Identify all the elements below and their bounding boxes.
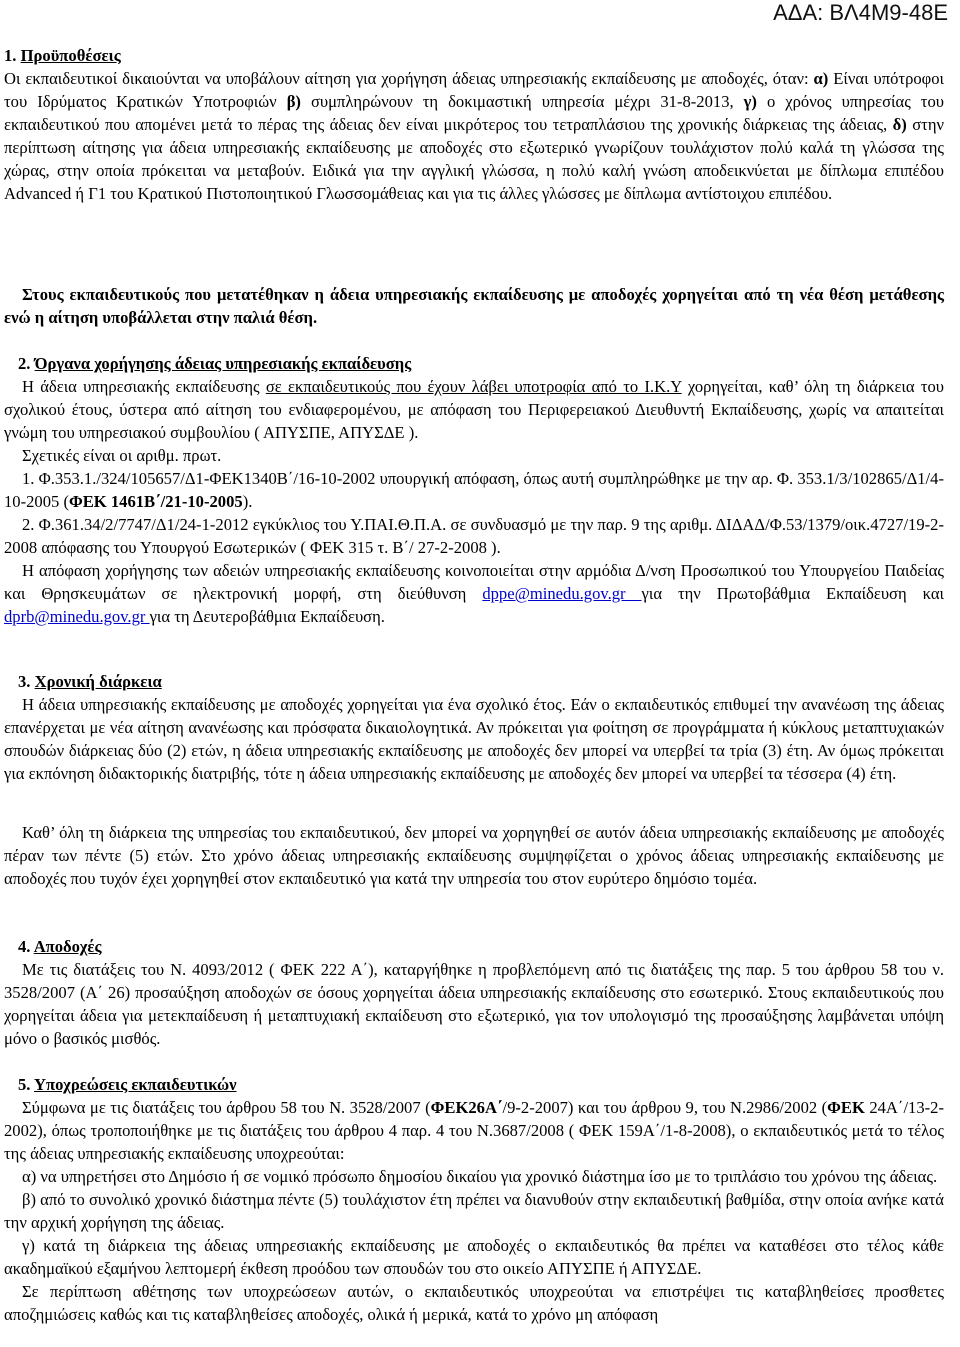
section-5 [4, 1073, 944, 1326]
section-4-title: Αποδοχές [33, 937, 102, 956]
section-1-heading [4, 44, 944, 67]
section-2-number: 2. [18, 354, 31, 373]
obligation-b: β) από το συνολικό χρονικό διάστημα πέντε (5) τουλάχιστον έτη πρέπει να διανυθούν στην εκπαιδευτική βαθμίδα, στην οποία ανήκε κατά την αρχική χορήγηση της άδειας. [4, 1190, 944, 1232]
section-5-paragraph-1 [4, 1096, 944, 1165]
section-1 [4, 44, 944, 205]
section-5-number: 5. [18, 1075, 31, 1094]
text-run: /9-2-2007) και του άρθρου 9, του Ν.2986/2002 ( [502, 1098, 828, 1117]
obligation-a: α) να υπηρετήσει στο Δημόσιο ή σε νομικό πρόσωπο δημοσίου δικαίου για χρονικό διάστημα ίσο με το τριπλάσιο του χρόνου της άδειας. [22, 1167, 938, 1186]
email-link-dppe[interactable]: dppe@minedu.gov.gr [482, 584, 642, 603]
text-run: 24Α΄/13-2-2002), όπως τροποποιήθηκε με τις διατάξεις του άρθρου 4 παρ. 4 του Ν.3687/2008 ( ΦΕΚ 159Α΄/1-8-2008), ο εκπαιδευτικός μετά το τέλος της άδειας υπηρεσιακής εκπαίδευσης υποχρεούται: [4, 1098, 944, 1163]
section-2 [4, 352, 944, 628]
text-run: συμπληρώνουν τη δοκιμαστική υπηρεσία μέχρι 31-8-2013, [300, 92, 744, 111]
bold-run: β) [286, 92, 301, 111]
text-run: Οι εκπαιδευτικοί δικαιούνται να υποβάλουν αίτηση για χορήγηση άδειας υπηρεσιακής εκπαίδευσης με αποδοχές, όταν: [4, 69, 814, 88]
underlined-run: σε εκπαιδευτικούς που έχουν λάβει υποτροφία από το Ι.Κ.Υ [265, 377, 682, 396]
text-run: Είναι υπότροφοι του Ιδρύματος Κρατικών Υποτροφιών [4, 69, 944, 111]
text-run: 1. Φ.353.1./324/105657/Δ1-ΦΕΚ1340Β΄/16-10-2002 υπουργική απόφαση, όπως αυτή συμπληρώθηκε με την αρ. Φ. 353.1/3/102865/Δ1/4-10-2005 ( [4, 469, 944, 511]
section-1-paragraph-2: Στους εκπαιδευτικούς που μετατέθηκαν η άδεια υπηρεσιακής εκπαίδευσης με αποδοχές χορηγείται από τη νέα θέση μετάθεσης ενώ η αίτηση υποβάλλεται στην παλιά θέση. [4, 285, 944, 327]
bold-run: α) [813, 69, 829, 88]
section-2-paragraph-2: Σχετικές είναι οι αριθμ. πρωτ. [22, 446, 222, 465]
section-1-title: Προϋποθέσεις [20, 46, 121, 65]
section-5-title: Υποχρεώσεις εκπαιδευτικών [34, 1075, 237, 1094]
text-run: Η άδεια υπηρεσιακής εκπαίδευσης [22, 377, 266, 396]
text-run: Σύμφωνα με τις διατάξεις του άρθρου 58 του Ν. 3528/2007 ( [22, 1098, 431, 1117]
section-3-paragraph-2: Καθ’ όλη τη διάρκεια της υπηρεσίας του εκπαιδευτικού, δεν μπορεί να χορηγηθεί σε αυτόν άδεια υπηρεσιακής εκπαίδευσης με αποδοχές πέραν των πέντε (5) ετών. Στο χρόνο άδειας υπηρεσιακής εκπαίδευσης συμψηφίζεται ο χρόνος άδειας υπηρεσιακής εκπαίδευσης με αποδοχές που τυχόν έχει χορηγηθεί στον εκπαιδευτικό για κατά την υπηρεσία του στον ευρύτερο δημόσιο τομέα. [4, 823, 944, 888]
bold-run: ΦΕΚ26Α΄ [430, 1098, 503, 1117]
text-run: για την Πρωτοβάθμια Εκπαίδευση και [641, 584, 944, 603]
bold-run: γ) [743, 92, 757, 111]
email-link-dprb[interactable]: dprb@minedu.gov.gr [4, 607, 150, 626]
text-run: στην περίπτωση αίτησης για άδεια υπηρεσιακής εκπαίδευσης με αποδοχές στο εξωτερικό γνωρίζουν τουλάχιστον πολύ καλά τη γλώσσα της χώρας, στην οποία πρόκειται να μεταβούν. Ειδικά για την αγγλική γλώσσα, η πολύ καλή γνώση αποδεικνύεται με δίπλωμα επιπέδου Advanced ή Γ1 του Κρατικού Πιστοποιητικού Γλωσσομάθειας και για τις άλλες γλώσσες με δίπλωμα αντίστοιχου επιπέδου. [4, 115, 944, 203]
bold-run: δ) [892, 115, 907, 134]
section-2-paragraph-3 [4, 559, 944, 628]
bold-run: ΦΕΚ [827, 1098, 865, 1117]
bold-run: ΦΕΚ 1461Β΄/21-10-2005 [68, 492, 243, 511]
text-run: για τη Δευτεροβάθμια Εκπαίδευση. [149, 607, 385, 626]
text-run: ο χρόνος υπηρεσίας του εκπαιδευτικού που απομένει μετά το πέρας της άδειας δεν είναι μικρότερος του τετραπλάσιου της χρονικής διάρκειας της άδειας, [4, 92, 944, 134]
section-4-heading [4, 935, 944, 958]
obligation-c: γ) κατά τη διάρκεια της άδειας υπηρεσιακής εκπαίδευσης με αποδοχές ο εκπαιδευτικός θα πρέπει να καταθέσει στο τέλος κάθε ακαδημαϊκού εξαμήνου λεπτομερή έκθεση προόδου των σπουδών του στο οικείο ΑΠΥΣΠΕ ή ΑΠΥΣΔΕ. [4, 1236, 944, 1278]
obligation-breach-paragraph: Σε περίπτωση αθέτησης των υποχρεώσεων αυτών, ο εκπαιδευτικός υποχρεούται να επιστρέψει τις καταβληθείσες προσθετες αποζημιώσεις καθώς και τις καταβληθείσες αποδοχές, ολικά ή μερικά, κατά το χρόνο μη απόφαση [4, 1282, 944, 1324]
section-2-heading [4, 352, 944, 375]
section-4-number: 4. [18, 937, 31, 956]
text-run: ). [242, 492, 253, 511]
section-3-heading [4, 670, 944, 693]
section-2-title: Όργανα χορήγησης άδειας υπηρεσιακής εκπαίδευσης [34, 354, 412, 373]
text-run: χορηγείται, καθ’ όλη τη διάρκεια του σχολικού έτους, ύστερα από αίτηση του ενδιαφερομένου, με απόφαση του Περιφερειακού Διευθυντή Εκπαίδευσης, χωρίς να απαιτείται γνώμη του υπηρεσιακού συμβουλίου ( ΑΠΥΣΠΕ, ΑΠΥΣΔΕ ). [4, 377, 945, 442]
section-1-paragraph-1 [4, 67, 944, 205]
section-4 [4, 935, 944, 1050]
text-run: Η απόφαση χορήγησης των αδειών υπηρεσιακής εκπαίδευσης κοινοποιείται στην αρμόδια Δ/νση Προσωπικού του Υπουργείου Παιδείας και Θρησκευμάτων σε ηλεκτρονική μορφή, στη διεύθυνση [4, 561, 944, 603]
document-id: ΑΔΑ: ΒΛ4Μ9-48Ε [773, 0, 948, 25]
section-2-paragraph-1 [4, 375, 944, 444]
section-2-reference-1 [4, 467, 944, 513]
section-5-heading [4, 1073, 944, 1096]
section-3-paragraph-1: Η άδεια υπηρεσιακής εκπαίδευσης με αποδοχές χορηγείται για ένα σχολικό έτος. Εάν ο εκπαιδευτικός επιθυμεί την ανανέωση της άδειας επανέρχεται με νέα αίτηση ανανέωσης και πρόσφατα δικαιολογητικά. Αν πρόκειται για φοίτηση σε προγράμματα ή κύκλους μεταπτυχιακών σπουδών διάρκειας δύο (2) ετών, η άδεια υπηρεσιακής εκπαίδευσης με αποδοχές δεν μπορεί να υπερβεί τα τρία (3) έτη. Αν όμως πρόκειται για εκπόνηση διδακτορικής διατριβής, τότε η άδεια υπηρεσιακής εκπαίδευσης με αποδοχές δεν μπορεί να υπερβεί τα τέσσερα (4) έτη. [4, 695, 944, 783]
section-3-title: Χρονική διάρκεια [34, 672, 162, 691]
section-2-reference-2: 2. Φ.361.34/2/7747/Δ1/24-1-2012 εγκύκλιος του Υ.ΠΑΙ.Θ.Π.Α. σε συνδυασμό με την παρ. 9 της αριθμ. ΔΙΔΑΔ/Φ.53/1379/οικ.4727/19-2-2008 απόφασης του Υπουργού Εσωτερικών ( ΦΕΚ 315 τ. Β΄/ 27-2-2008 ). [4, 515, 944, 557]
section-3-number: 3. [18, 672, 31, 691]
section-4-paragraph-1: Με τις διατάξεις του Ν. 4093/2012 ( ΦΕΚ 222 Α΄), καταργήθηκε η προβλεπόμενη από τις διατάξεις της παρ. 5 του άρθρου 58 του ν. 3528/2007 (Α΄ 26) προσαύξηση αποδοχών σε όσους χορηγείται άδεια υπηρεσιακής εκπαίδευσης στο εσωτερικό. Στους εκπαιδευτικούς που χορηγείται άδεια για μετεκπαίδευση ή μεταπτυχιακή εκπαίδευση στο εξωτερικό, για τον υπολογισμό της προσαύξησης λαμβάνεται υπόψη μόνο ο βασικός μισθός. [4, 960, 944, 1048]
section-3 [4, 670, 944, 785]
section-1-number: 1. [4, 46, 17, 65]
